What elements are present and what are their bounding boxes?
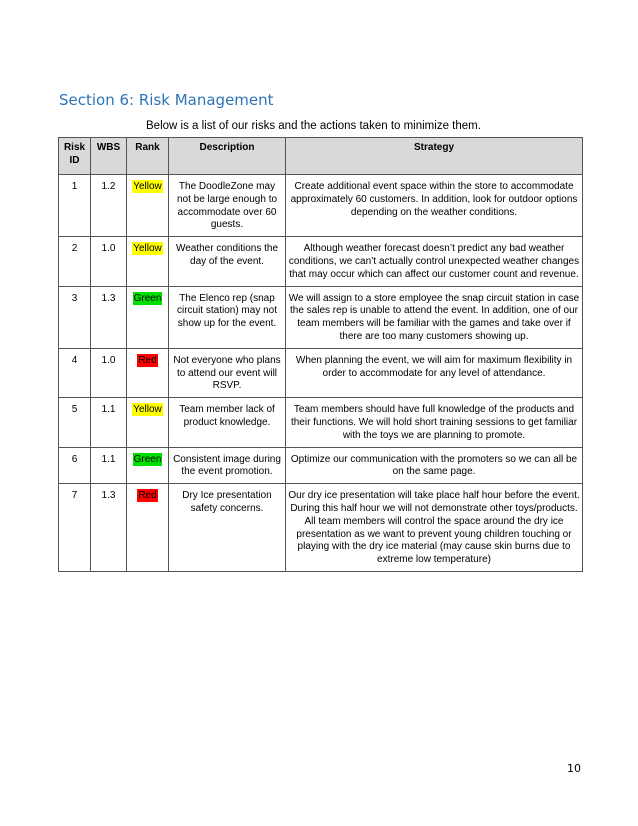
table-row: [59, 447, 583, 484]
header-risk-id: Risk ID: [59, 138, 91, 175]
table-row: [59, 175, 583, 237]
wbs-cell: 1.3: [91, 484, 127, 572]
table-row: [59, 286, 583, 348]
strategy-cell: Optimize our communication with the promoters so we can all be on the same page.: [286, 447, 583, 484]
rank-badge: Yellow: [133, 243, 162, 255]
section-title: Section 6: Risk Management: [59, 91, 274, 109]
rank-badge: Red: [138, 354, 157, 366]
strategy-cell: When planning the event, we will aim for maximum flexibility in order to accommodate for any level of attendance.: [286, 348, 583, 397]
rank-badge: Green: [133, 453, 162, 465]
risk-id-cell: 6: [59, 447, 91, 484]
wbs-cell: 1.0: [91, 348, 127, 397]
wbs-cell: 1.0: [91, 237, 127, 286]
strategy-cell: Although weather forecast doesn’t predict any bad weather conditions, we can’t actually control unexpected weather changes that may occur which can affect our customer count and revenue.: [286, 237, 583, 286]
risk-id-cell: 5: [59, 398, 91, 447]
header-strategy: Strategy: [286, 138, 583, 175]
rank-cell: [127, 484, 169, 572]
table-row: [59, 398, 583, 447]
rank-badge: Red: [138, 490, 157, 502]
strategy-cell: Create additional event space within the store to accommodate approximately 60 customers. In addition, look for outdoor options depending on the weather conditions.: [286, 175, 583, 237]
rank-cell: [127, 348, 169, 397]
risk-id-cell: 2: [59, 237, 91, 286]
risk-id-cell: 1: [59, 175, 91, 237]
table-row: [59, 348, 583, 397]
page-number: 10: [567, 762, 581, 775]
rank-cell: [127, 175, 169, 237]
description-cell: Weather conditions the day of the event.: [169, 237, 286, 286]
strategy-cell: We will assign to a store employee the snap circuit station in case the sales rep is unable to attend the event. In addition, one of our team members will be familiar with the games and take over if there are too many customers showing up.: [286, 286, 583, 348]
risk-table: [58, 137, 583, 572]
table-row: [59, 237, 583, 286]
description-cell: Team member lack of product knowledge.: [169, 398, 286, 447]
header-description: Description: [169, 138, 286, 175]
table-row: [59, 484, 583, 572]
description-cell: The Elenco rep (snap circuit station) may not show up for the event.: [169, 286, 286, 348]
risk-id-cell: 7: [59, 484, 91, 572]
table-header-row: [59, 138, 583, 175]
description-cell: Consistent image during the event promotion.: [169, 447, 286, 484]
description-cell: Dry Ice presentation safety concerns.: [169, 484, 286, 572]
rank-badge: Yellow: [133, 404, 162, 416]
wbs-cell: 1.1: [91, 398, 127, 447]
strategy-cell: Our dry ice presentation will take place half hour before the event. During this half hour we will not demonstrate other toys/products. All team members will control the space around the dry ice presentation as we want to prevent young children touching or playing with the dry ice material (may cause skin burns due to extreme low temperature): [286, 484, 583, 572]
rank-badge: Yellow: [133, 181, 162, 192]
intro-text: Below is a list of our risks and the actions taken to minimize them.: [146, 120, 481, 132]
wbs-cell: 1.2: [91, 175, 127, 237]
wbs-cell: 1.3: [91, 286, 127, 348]
risk-id-cell: 3: [59, 286, 91, 348]
description-cell: The DoodleZone may not be large enough to accommodate over 60 guests.: [169, 175, 286, 237]
rank-cell: [127, 286, 169, 348]
strategy-cell: Team members should have full knowledge of the products and their functions. We will hold short training sessions to get familiar with the toys we are planning to promote.: [286, 398, 583, 447]
header-wbs: WBS: [91, 138, 127, 175]
description-cell: Not everyone who plans to attend our event will RSVP.: [169, 348, 286, 397]
risk-id-cell: 4: [59, 348, 91, 397]
wbs-cell: 1.1: [91, 447, 127, 484]
rank-cell: [127, 237, 169, 286]
rank-cell: [127, 398, 169, 447]
rank-badge: Green: [133, 292, 162, 304]
header-rank: Rank: [127, 138, 169, 175]
rank-cell: [127, 447, 169, 484]
